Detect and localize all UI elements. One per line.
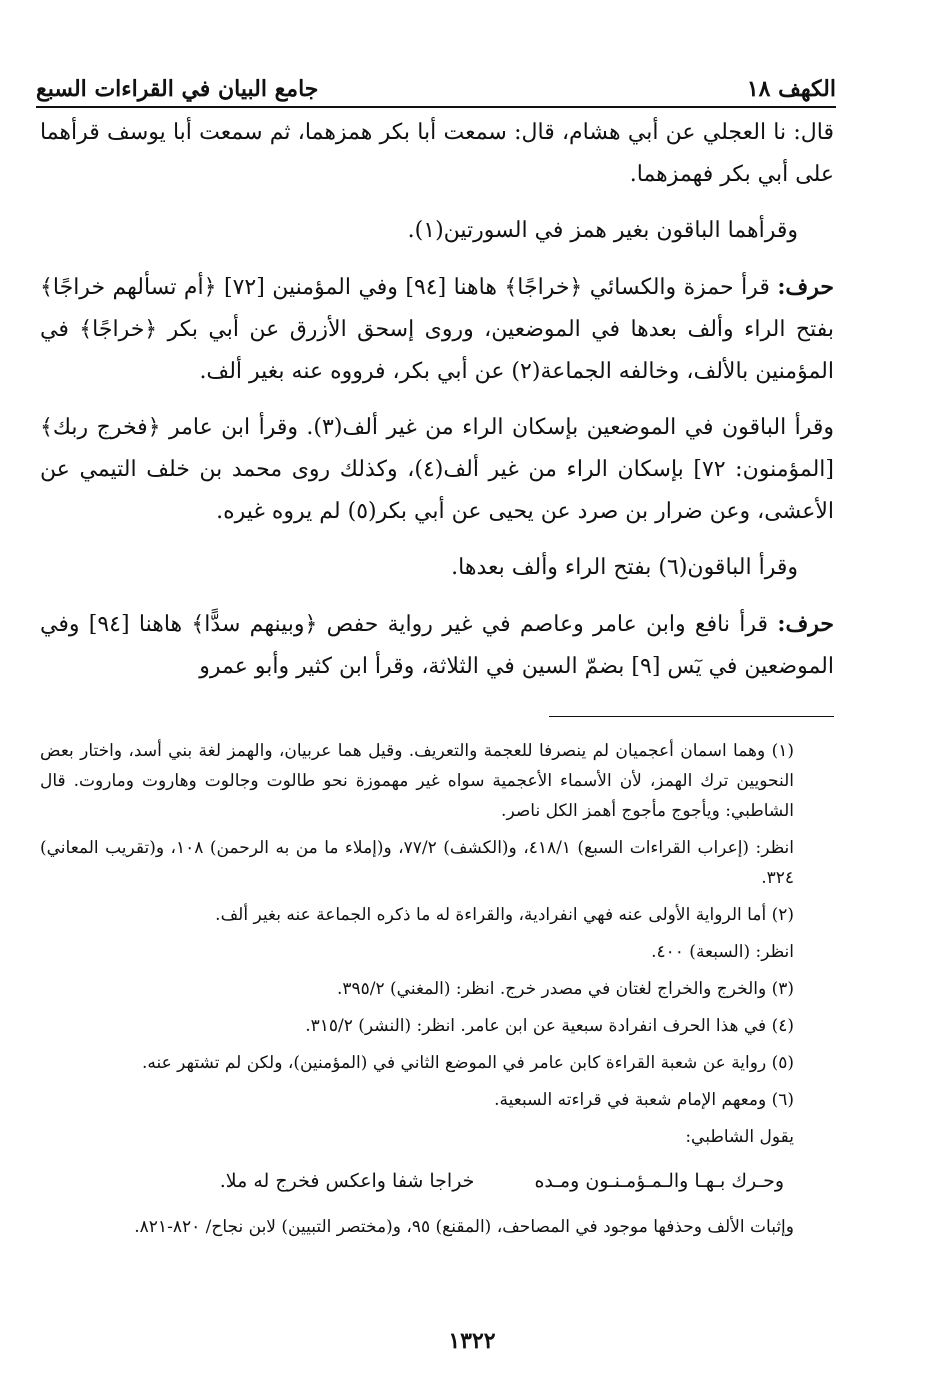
paragraph-6-text: قرأ نافع وابن عامر وعاصم في غير رواية حفص ﴿وبينهم سدًّا﴾ هاهنا [٩٤] وفي الموضعين في يٓس [٩] بضمّ السين في الثلاثة، وقرأ ابن كثير وأبو عمرو (40, 612, 834, 679)
poetry-verse (40, 1166, 794, 1196)
footnote-2: (٢) أما الرواية الأولى عنه فهي انفرادية، والقراءة له ما ذكره الجماعة عنه بغير ألف. (215, 905, 794, 925)
surah-label: الكهف ١٨ (746, 76, 836, 102)
main-text (40, 112, 834, 702)
paragraph-3-text: قرأ حمزة والكسائي ﴿خراجًا﴾ هاهنا [٩٤] وفي المؤمنين [٧٢] ﴿أم تسألهم خراجًا﴾ بفتح الراء وألف بعدها في الموضعين، وروى إسحق الأزرق عن أبي بكر ﴿خراجًا﴾ في المؤمنين بالألف، وخالفه الجماعة(٢) عن أبي بكر، فرووه عنه بغير ألف. (40, 275, 834, 384)
footnote-6: (٦) ومعهم الإمام شعبة في قراءته السبعية. (494, 1090, 794, 1110)
footnote-3: (٣) والخرج والخراج لغتان في مصدر خرج. انظر: (المغني) ٣٩٥/٢. (336, 979, 794, 999)
footnote-5: (٥) رواية عن شعبة القراءة كابن عامر في الموضع الثاني في (المؤمنين)، ولكن لم تشتهر عنه. (141, 1053, 794, 1073)
book-title: جامع البيان في القراءات السبع (36, 76, 319, 102)
footnote-6-refs: وإثبات الألف وحذفها موجود في المصاحف، (المقنع) ٩٥، و(مختصر التبيين) لابن نجاح/ ٨٢٠-٨٢١. (134, 1217, 794, 1237)
footnote-1: (١) وهما اسمان أعجميان لم ينصرفا للعجمة والتعريف. وقيل هما عربيان، والهمز لغة بني أسد، واختار بعض النحويين ترك الهمز، لأن الأسماء الأعجمية سواه غير مهموزة نحو طالوت وجالوت وهاروت وماروت. قال الشاطبي: ويأجوج مأجوج أهمز الكل ناصر. (40, 741, 794, 821)
verse-first-hemistich: وحـرك بـهـا والـمـؤمـنـون ومـده (534, 1170, 784, 1192)
harf-label: حرف: (777, 274, 834, 300)
footnote-2-refs: انظر: (السبعة) ٤٠٠. (651, 942, 794, 962)
paragraph-4: وقرأ الباقون في الموضعين بإسكان الراء من غير ألف(٣). وقرأ ابن عامر ﴿فخرج ربك﴾ [المؤمنون: ٧٢] بإسكان الراء من غير ألف(٤)، وكذلك روى محمد بن خلف التيمي عن الأعشى، وعن ضرار بن صرد عن يحيى عن أبي بكر(٥) لم يروه غيره. (40, 415, 835, 524)
shatibi-intro: يقول الشاطبي: (685, 1127, 794, 1147)
harf-label: حرف: (777, 611, 834, 637)
paragraph-5: وقرأ الباقون(٦) بفتح الراء وألف بعدها. (451, 555, 798, 580)
paragraph-3 (40, 266, 834, 393)
footnote-4: (٤) في هذا الحرف انفرادة سبعية عن ابن عامر. انظر: (النشر) ٣١٥/٢. (305, 1016, 794, 1036)
footnote-divider (549, 716, 834, 717)
verse-second-hemistich: خراجا شفا واعكس فخرج له ملا. (219, 1170, 475, 1192)
paragraph-6 (40, 603, 834, 688)
paragraph-2: وقرأهما الباقون بغير همز في السورتين(١). (407, 218, 798, 243)
footnote-1-refs: انظر: (إعراب القراءات السبع) ٤١٨/١، و(الكشف) ٧٧/٢، و(إملاء ما من به الرحمن) ١٠٨، و(تقريب المعاني) ٣٢٤. (40, 838, 795, 888)
footnotes (40, 736, 794, 1249)
paragraph-1: قال: نا العجلي عن أبي هشام، قال: سمعت أبا بكر همزهما، ثم سمعت أبا يوسف قرأهما على أبي بكر فهمزهما. (40, 120, 834, 187)
running-header (36, 58, 836, 108)
page-number: ١٣٢٢ (448, 1328, 496, 1354)
